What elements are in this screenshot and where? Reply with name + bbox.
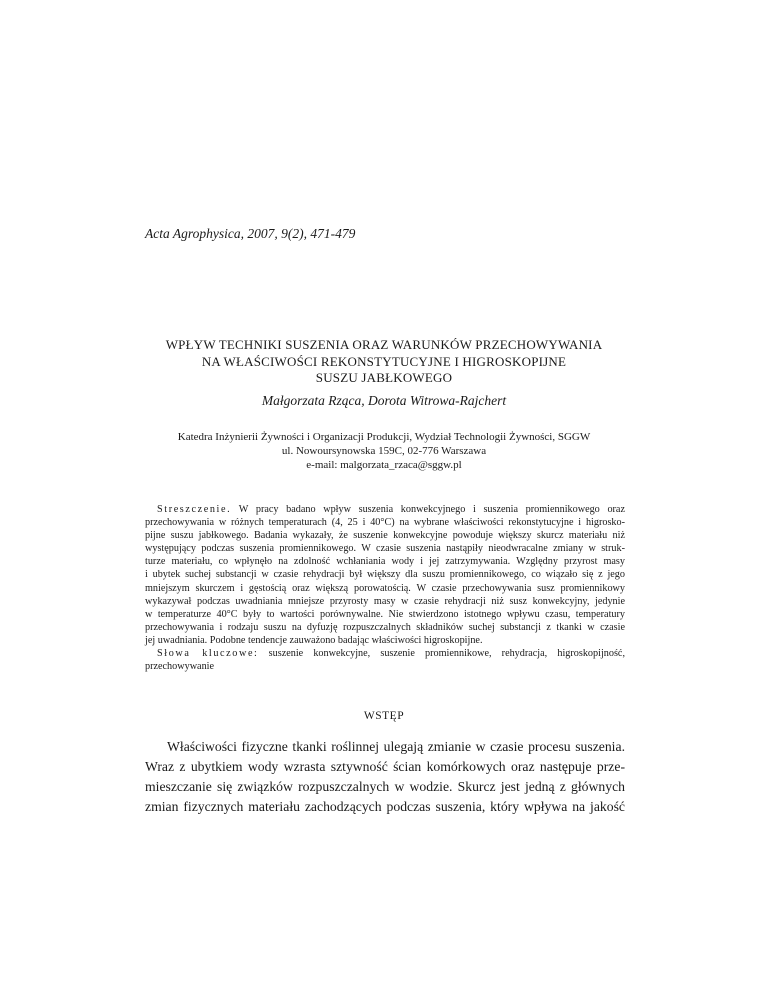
abstract-line: przechowywania w różnych temperaturach (4, 25 i 40°C) na wybrane właściwości rekonstytucyjne i higrosko- [145, 517, 625, 529]
affiliation-line: ul. Nowoursynowska 159C, 02-776 Warszawa [281, 445, 487, 457]
abstract-line: pijne suszu jabłkowego. Badania wykazały, że suszenie konwekcyjne powoduje większy skurcz materiału niż [145, 530, 625, 542]
authors: Małgorzata Rząca, Dorota Witrowa-Rajchert [261, 393, 507, 408]
body-line: Właściwości fizyczne tkanki roślinnej ulegają zmianie w czasie procesu suszenia. [167, 739, 625, 754]
keywords-line: przechowywanie [145, 661, 215, 673]
section-heading: WSTĘP [363, 710, 405, 722]
abstract-line: wykazywał podczas uwadniania mniejsze przyrosty masy w czasie rehydracji niż susz konwekcyjny, jedynie [145, 595, 625, 607]
abstract-line: turze materiału, co wpłynęło na zdolność wchłaniania wody i jej zatrzymywania. Względny przyrost masy [145, 556, 625, 568]
body-line: Wraz z ubytkiem wody wzrasta sztywność ścian komórkowych oraz następuje prze- [145, 759, 625, 774]
keywords-line [145, 647, 625, 660]
keywords-text: suszenie konwekcyjne, suszenie promiennikowe, rehydracja, higroskopijność, [268, 648, 625, 660]
abstract-line: przechowywania i rodzaju suszu na dyfuzję rozpuszczalnych składników suchej substancji z tkanki w czasie [145, 621, 625, 633]
abstract-line: mniejszym skurczem i gęstością oraz większą porowatością. W czasie przechowywania susz promiennikowy [145, 582, 625, 594]
abstract-text: W pracy badano wpływ suszenia konwekcyjnego i suszenia promiennikowego oraz [238, 504, 625, 515]
email-address: e-mail: malgorzata_rzaca@sggw.pl [306, 459, 462, 471]
paper-title [100, 337, 668, 387]
body-text [145, 737, 625, 817]
affiliation-line: Katedra Inżynierii Żywności i Organizacji Produkcji, Wydział Technologii Żywności, SGGW [177, 431, 591, 443]
title-line: WPŁYW TECHNIKI SUSZENIA ORAZ WARUNKÓW PRZECHOWYWANIA [165, 337, 603, 352]
abstract-line [145, 503, 625, 516]
title-line: NA WŁAŚCIWOŚCI REKONSTYTUCYJNE I HIGROSKOPIJNE [201, 353, 567, 369]
abstract-line: w temperaturze 40°C były to wartości porównywalne. Nie stwierdzono istotnego wpływu czasu, temperatury [145, 608, 625, 620]
keywords-label: Słowa kluczowe: [157, 648, 259, 660]
journal-citation: Acta Agrophysica, 2007, 9(2), 471-479 [145, 226, 356, 241]
abstract-line: i ubytek suchej substancji w czasie rehydracji był większy dla suszu promiennikowego, co wiązało się z jego [145, 569, 625, 581]
body-line: zmian fizycznych materiału zachodzących podczas suszenia, który wpływa na jakość [145, 799, 625, 814]
abstract-line: jej uwadniania. Podobne tendencje zauważono badając właściwości higroskopijne. [145, 634, 483, 646]
affiliation [100, 430, 668, 472]
body-line: mieszczanie się związków rozpuszczalnych w wodzie. Skurcz jest jedną z głównych [145, 779, 625, 794]
title-line: SUSZU JABŁKOWEGO [315, 370, 453, 385]
abstract-label: Streszczenie. [157, 504, 232, 515]
abstract [145, 503, 625, 673]
abstract-line: występujący podczas suszenia promiennikowego. W czasie suszenia nastąpiły nieodwracalne zmiany w struk- [145, 543, 625, 555]
